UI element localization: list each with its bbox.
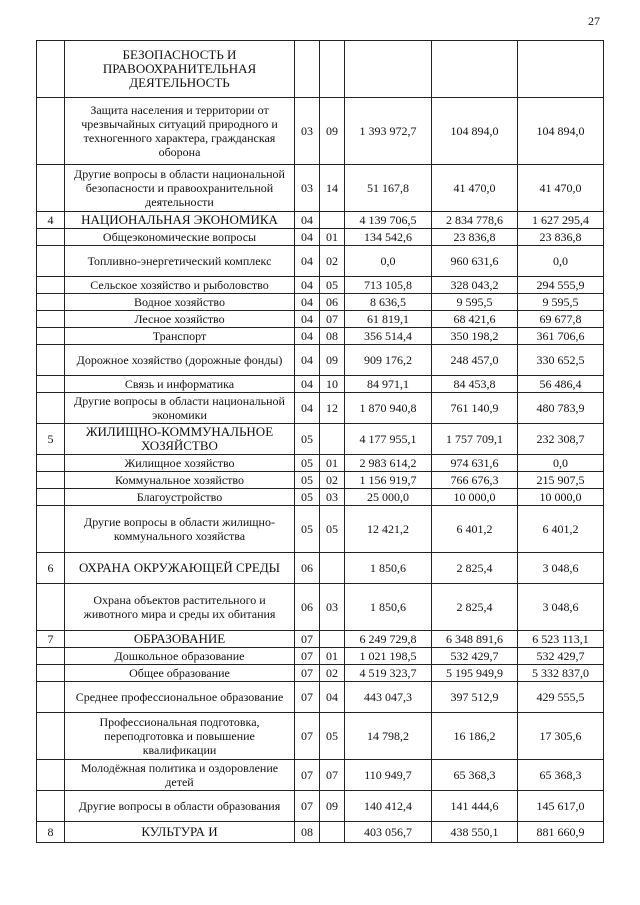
section-code-cell: 07 — [295, 648, 320, 665]
section-code-cell: 07 — [295, 665, 320, 682]
amount-year1-cell: 1 393 972,7 — [345, 98, 432, 165]
section-code-cell: 03 — [295, 165, 320, 212]
section-code-cell: 05 — [295, 472, 320, 489]
subsection-code-cell: 02 — [320, 246, 345, 277]
row-name-cell: Топливно-энергетический комплекс — [65, 246, 295, 277]
amount-year2-cell: 104 894,0 — [432, 98, 518, 165]
amount-year3-cell: 0,0 — [518, 246, 604, 277]
table-row — [37, 648, 604, 665]
subsection-code-cell: 05 — [320, 506, 345, 553]
row-index-cell — [37, 584, 65, 631]
table-row — [37, 682, 604, 713]
amount-year3-cell: 69 677,8 — [518, 311, 604, 328]
amount-year2-cell: 960 631,6 — [432, 246, 518, 277]
amount-year1-cell: 134 542,6 — [345, 229, 432, 246]
row-index-cell: 8 — [37, 822, 65, 843]
amount-year2-cell: 532 429,7 — [432, 648, 518, 665]
amount-year2-cell: 766 676,3 — [432, 472, 518, 489]
row-name-cell: БЕЗОПАСНОСТЬ И ПРАВООХРАНИТЕЛЬНАЯ ДЕЯТЕЛЬНОСТЬ — [65, 41, 295, 98]
subsection-code-cell: 07 — [320, 760, 345, 791]
row-index-cell — [37, 41, 65, 98]
amount-year3-cell: 294 555,9 — [518, 277, 604, 294]
row-name-cell: Среднее профессиональное образование — [65, 682, 295, 713]
table-section-row — [37, 212, 604, 229]
subsection-code-cell — [320, 41, 345, 98]
section-code-cell: 08 — [295, 822, 320, 843]
table-row — [37, 294, 604, 311]
amount-year2-cell: 438 550,1 — [432, 822, 518, 843]
amount-year3-cell: 6 401,2 — [518, 506, 604, 553]
subsection-code-cell: 01 — [320, 455, 345, 472]
amount-year3-cell: 532 429,7 — [518, 648, 604, 665]
table-row — [37, 229, 604, 246]
section-code-cell: 07 — [295, 682, 320, 713]
table-row — [37, 506, 604, 553]
amount-year3-cell: 3 048,6 — [518, 584, 604, 631]
subsection-code-cell: 09 — [320, 98, 345, 165]
subsection-code-cell: 06 — [320, 294, 345, 311]
subsection-code-cell: 12 — [320, 393, 345, 424]
amount-year1-cell: 12 421,2 — [345, 506, 432, 553]
amount-year1-cell: 110 949,7 — [345, 760, 432, 791]
amount-year1-cell: 61 819,1 — [345, 311, 432, 328]
amount-year2-cell: 328 043,2 — [432, 277, 518, 294]
subsection-code-cell: 01 — [320, 229, 345, 246]
table-row — [37, 98, 604, 165]
table-row — [37, 489, 604, 506]
section-code-cell: 04 — [295, 229, 320, 246]
amount-year2-cell: 2 825,4 — [432, 553, 518, 584]
row-index-cell — [37, 165, 65, 212]
amount-year3-cell: 6 523 113,1 — [518, 631, 604, 648]
subsection-code-cell: 01 — [320, 648, 345, 665]
table-row — [37, 791, 604, 822]
subsection-code-cell: 05 — [320, 277, 345, 294]
amount-year1-cell: 403 056,7 — [345, 822, 432, 843]
subsection-code-cell: 10 — [320, 376, 345, 393]
amount-year2-cell: 761 140,9 — [432, 393, 518, 424]
section-code-cell: 04 — [295, 328, 320, 345]
section-code-cell: 07 — [295, 713, 320, 760]
amount-year3-cell: 0,0 — [518, 455, 604, 472]
row-index-cell — [37, 328, 65, 345]
table-row — [37, 760, 604, 791]
amount-year3-cell: 881 660,9 — [518, 822, 604, 843]
section-code-cell: 04 — [295, 277, 320, 294]
row-index-cell — [37, 665, 65, 682]
row-index-cell — [37, 229, 65, 246]
subsection-code-cell: 07 — [320, 311, 345, 328]
row-index-cell — [37, 472, 65, 489]
section-code-cell — [295, 41, 320, 98]
row-name-cell: Коммунальное хозяйство — [65, 472, 295, 489]
amount-year2-cell: 6 401,2 — [432, 506, 518, 553]
row-index-cell — [37, 311, 65, 328]
page-number: 27 — [588, 14, 600, 28]
row-name-cell: Другие вопросы в области национальной экономики — [65, 393, 295, 424]
section-code-cell: 05 — [295, 424, 320, 455]
amount-year2-cell: 248 457,0 — [432, 345, 518, 376]
row-name-cell: Лесное хозяйство — [65, 311, 295, 328]
row-name-cell: Защита населения и территории от чрезвычайных ситуаций природного и техногенного характера, гражданская оборона — [65, 98, 295, 165]
table-row — [37, 165, 604, 212]
subsection-code-cell: 08 — [320, 328, 345, 345]
table-row — [37, 472, 604, 489]
row-index-cell — [37, 98, 65, 165]
row-index-cell: 6 — [37, 553, 65, 584]
amount-year1-cell: 140 412,4 — [345, 791, 432, 822]
subsection-code-cell: 09 — [320, 345, 345, 376]
section-code-cell: 07 — [295, 791, 320, 822]
amount-year1-cell: 4 519 323,7 — [345, 665, 432, 682]
amount-year1-cell: 1 850,6 — [345, 553, 432, 584]
amount-year2-cell — [432, 41, 518, 98]
amount-year3-cell: 1 627 295,4 — [518, 212, 604, 229]
row-name-cell: Жилищное хозяйство — [65, 455, 295, 472]
row-index-cell — [37, 277, 65, 294]
row-index-cell — [37, 345, 65, 376]
amount-year1-cell: 1 021 198,5 — [345, 648, 432, 665]
amount-year1-cell: 14 798,2 — [345, 713, 432, 760]
amount-year1-cell: 6 249 729,8 — [345, 631, 432, 648]
amount-year2-cell: 10 000,0 — [432, 489, 518, 506]
row-name-cell: Связь и информатика — [65, 376, 295, 393]
amount-year3-cell: 10 000,0 — [518, 489, 604, 506]
amount-year2-cell: 68 421,6 — [432, 311, 518, 328]
row-name-cell: КУЛЬТУРА И — [65, 822, 295, 843]
amount-year3-cell: 330 652,5 — [518, 345, 604, 376]
row-name-cell: Другие вопросы в области жилищно-коммунального хозяйства — [65, 506, 295, 553]
amount-year3-cell: 104 894,0 — [518, 98, 604, 165]
section-code-cell: 04 — [295, 246, 320, 277]
amount-year1-cell: 4 177 955,1 — [345, 424, 432, 455]
table-section-row — [37, 822, 604, 843]
row-name-cell: Благоустройство — [65, 489, 295, 506]
row-name-cell: ОХРАНА ОКРУЖАЮЩЕЙ СРЕДЫ — [65, 553, 295, 584]
subsection-code-cell: 03 — [320, 584, 345, 631]
row-name-cell: Транспорт — [65, 328, 295, 345]
amount-year3-cell: 5 332 837,0 — [518, 665, 604, 682]
amount-year1-cell: 8 636,5 — [345, 294, 432, 311]
section-code-cell: 04 — [295, 376, 320, 393]
subsection-code-cell: 14 — [320, 165, 345, 212]
amount-year1-cell: 4 139 706,5 — [345, 212, 432, 229]
row-name-cell: Другие вопросы в области образования — [65, 791, 295, 822]
amount-year1-cell: 443 047,3 — [345, 682, 432, 713]
section-code-cell: 04 — [295, 294, 320, 311]
table-section-row — [37, 553, 604, 584]
amount-year1-cell — [345, 41, 432, 98]
amount-year2-cell: 9 595,5 — [432, 294, 518, 311]
row-index-cell: 7 — [37, 631, 65, 648]
section-code-cell: 07 — [295, 631, 320, 648]
budget-table — [36, 40, 604, 843]
table-section-row — [37, 424, 604, 455]
amount-year1-cell: 909 176,2 — [345, 345, 432, 376]
table-row — [37, 393, 604, 424]
row-index-cell — [37, 648, 65, 665]
row-name-cell: Молодёжная политика и оздоровление детей — [65, 760, 295, 791]
subsection-code-cell: 03 — [320, 489, 345, 506]
row-index-cell — [37, 376, 65, 393]
amount-year1-cell: 1 870 940,8 — [345, 393, 432, 424]
amount-year3-cell — [518, 41, 604, 98]
section-code-cell: 06 — [295, 584, 320, 631]
amount-year3-cell: 23 836,8 — [518, 229, 604, 246]
section-code-cell: 05 — [295, 506, 320, 553]
amount-year1-cell: 2 983 614,2 — [345, 455, 432, 472]
row-name-cell: Дорожное хозяйство (дорожные фонды) — [65, 345, 295, 376]
section-code-cell: 05 — [295, 489, 320, 506]
amount-year1-cell: 713 105,8 — [345, 277, 432, 294]
amount-year1-cell: 51 167,8 — [345, 165, 432, 212]
amount-year2-cell: 397 512,9 — [432, 682, 518, 713]
amount-year2-cell: 2 834 778,6 — [432, 212, 518, 229]
section-code-cell: 05 — [295, 455, 320, 472]
table-row — [37, 345, 604, 376]
subsection-code-cell: 04 — [320, 682, 345, 713]
subsection-code-cell: 05 — [320, 713, 345, 760]
amount-year1-cell: 84 971,1 — [345, 376, 432, 393]
row-name-cell: ЖИЛИЩНО-КОММУНАЛЬНОЕ ХОЗЯЙСТВО — [65, 424, 295, 455]
table-row — [37, 277, 604, 294]
table-row — [37, 455, 604, 472]
section-code-cell: 04 — [295, 311, 320, 328]
subsection-code-cell: 02 — [320, 472, 345, 489]
amount-year3-cell: 215 907,5 — [518, 472, 604, 489]
amount-year3-cell: 429 555,5 — [518, 682, 604, 713]
amount-year2-cell: 350 198,2 — [432, 328, 518, 345]
table-row — [37, 584, 604, 631]
amount-year2-cell: 16 186,2 — [432, 713, 518, 760]
table-section-row — [37, 41, 604, 98]
row-name-cell: Охрана объектов растительного и животного мира и среды их обитания — [65, 584, 295, 631]
amount-year1-cell: 1 156 919,7 — [345, 472, 432, 489]
table-section-row — [37, 631, 604, 648]
row-index-cell: 5 — [37, 424, 65, 455]
row-index-cell — [37, 760, 65, 791]
row-name-cell: НАЦИОНАЛЬНАЯ ЭКОНОМИКА — [65, 212, 295, 229]
row-index-cell — [37, 489, 65, 506]
row-index-cell — [37, 455, 65, 472]
amount-year2-cell: 974 631,6 — [432, 455, 518, 472]
row-name-cell: Дошкольное образование — [65, 648, 295, 665]
amount-year1-cell: 356 514,4 — [345, 328, 432, 345]
section-code-cell: 06 — [295, 553, 320, 584]
amount-year3-cell: 480 783,9 — [518, 393, 604, 424]
row-name-cell: Сельское хозяйство и рыболовство — [65, 277, 295, 294]
amount-year3-cell: 65 368,3 — [518, 760, 604, 791]
row-index-cell — [37, 294, 65, 311]
table-row — [37, 328, 604, 345]
row-index-cell — [37, 393, 65, 424]
row-name-cell: Другие вопросы в области национальной безопасности и правоохранительной деятельности — [65, 165, 295, 212]
section-code-cell: 04 — [295, 393, 320, 424]
amount-year3-cell: 17 305,6 — [518, 713, 604, 760]
subsection-code-cell: 02 — [320, 665, 345, 682]
row-index-cell — [37, 791, 65, 822]
amount-year2-cell: 141 444,6 — [432, 791, 518, 822]
subsection-code-cell — [320, 553, 345, 584]
row-index-cell — [37, 506, 65, 553]
amount-year3-cell: 232 308,7 — [518, 424, 604, 455]
table-row — [37, 246, 604, 277]
row-name-cell: Профессиональная подготовка, переподготовка и повышение квалификации — [65, 713, 295, 760]
row-name-cell: Водное хозяйство — [65, 294, 295, 311]
amount-year2-cell: 2 825,4 — [432, 584, 518, 631]
row-index-cell — [37, 682, 65, 713]
subsection-code-cell: 09 — [320, 791, 345, 822]
amount-year3-cell: 3 048,6 — [518, 553, 604, 584]
amount-year1-cell: 25 000,0 — [345, 489, 432, 506]
section-code-cell: 07 — [295, 760, 320, 791]
subsection-code-cell — [320, 631, 345, 648]
subsection-code-cell — [320, 212, 345, 229]
row-index-cell — [37, 713, 65, 760]
amount-year1-cell: 0,0 — [345, 246, 432, 277]
row-name-cell: Общее образование — [65, 665, 295, 682]
row-name-cell: Общеэкономические вопросы — [65, 229, 295, 246]
subsection-code-cell — [320, 424, 345, 455]
amount-year3-cell: 361 706,6 — [518, 328, 604, 345]
amount-year2-cell: 5 195 949,9 — [432, 665, 518, 682]
row-name-cell: ОБРАЗОВАНИЕ — [65, 631, 295, 648]
amount-year3-cell: 9 595,5 — [518, 294, 604, 311]
subsection-code-cell — [320, 822, 345, 843]
row-index-cell — [37, 246, 65, 277]
amount-year2-cell: 1 757 709,1 — [432, 424, 518, 455]
section-code-cell: 03 — [295, 98, 320, 165]
amount-year3-cell: 41 470,0 — [518, 165, 604, 212]
row-index-cell: 4 — [37, 212, 65, 229]
table-row — [37, 665, 604, 682]
amount-year1-cell: 1 850,6 — [345, 584, 432, 631]
table-row — [37, 713, 604, 760]
amount-year2-cell: 6 348 891,6 — [432, 631, 518, 648]
amount-year3-cell: 56 486,4 — [518, 376, 604, 393]
section-code-cell: 04 — [295, 345, 320, 376]
section-code-cell: 04 — [295, 212, 320, 229]
amount-year2-cell: 65 368,3 — [432, 760, 518, 791]
amount-year3-cell: 145 617,0 — [518, 791, 604, 822]
table-row — [37, 376, 604, 393]
amount-year2-cell: 84 453,8 — [432, 376, 518, 393]
amount-year2-cell: 41 470,0 — [432, 165, 518, 212]
amount-year2-cell: 23 836,8 — [432, 229, 518, 246]
table-row — [37, 311, 604, 328]
